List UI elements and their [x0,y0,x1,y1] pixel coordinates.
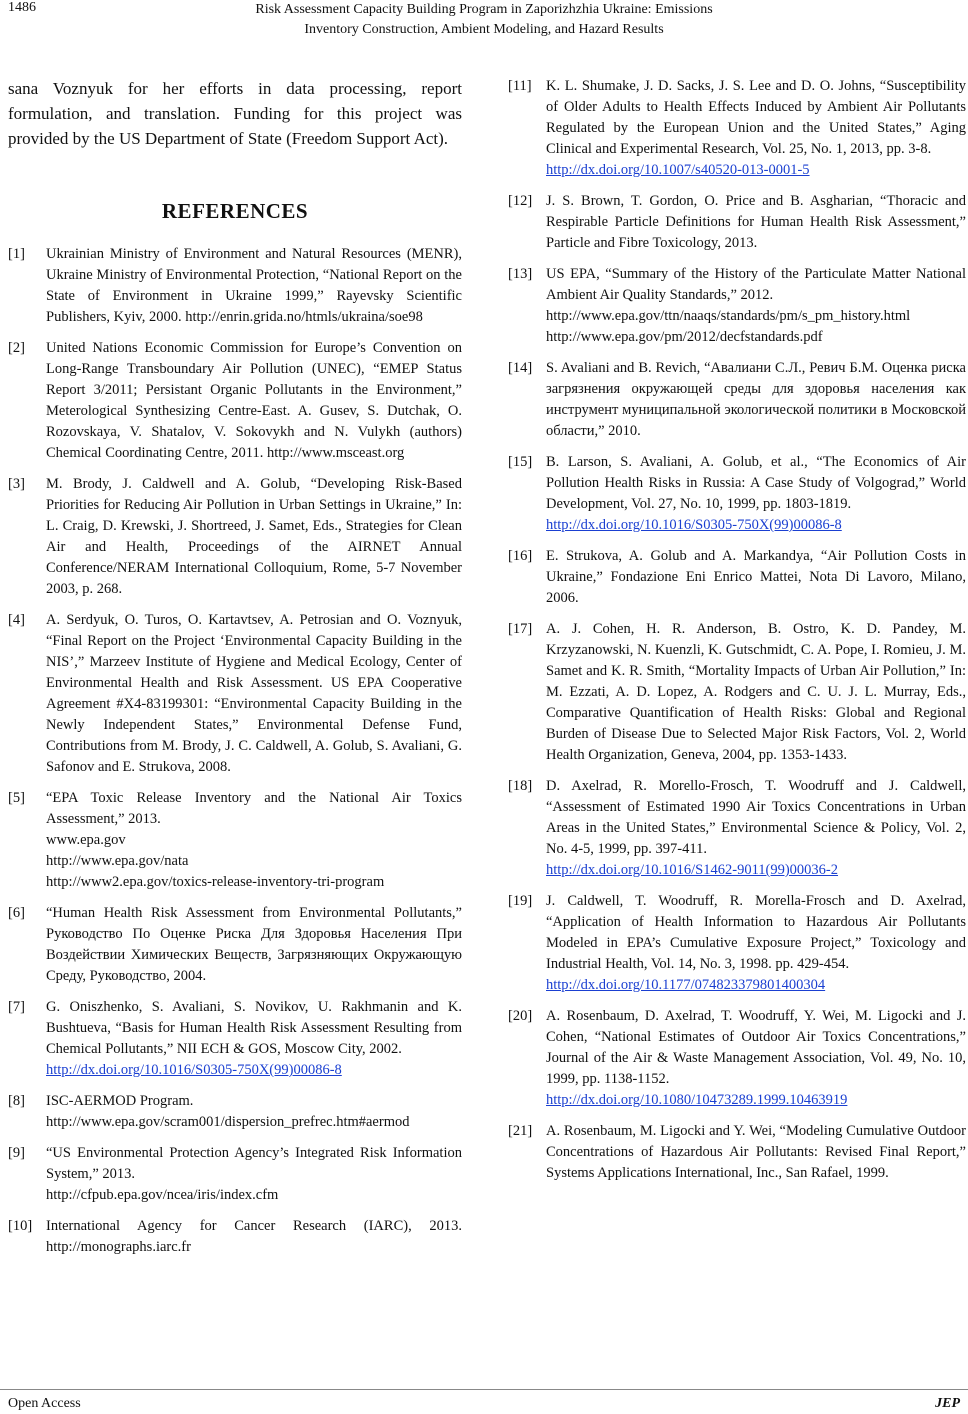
reference-text: http://www.epa.gov/scram001/dispersion_prefrec.htm#aermod [46,1114,410,1130]
reference-number: [9] [8,1145,25,1161]
reference-item [8,338,462,464]
reference-number: [2] [8,340,25,356]
doi-link[interactable]: http://dx.doi.org/10.1080/10473289.1999.10463919 [546,1092,848,1108]
reference-number: [3] [8,476,25,492]
references-list-right [508,76,966,1184]
doi-link[interactable]: http://dx.doi.org/10.1016/S0305-750X(99)00086-8 [46,1062,342,1078]
reference-item [508,619,966,766]
reference-body [46,244,462,328]
reference-text: http://www.epa.gov/ttn/naaqs/standards/pm/s_pm_history.html [546,308,911,324]
reference-text: International Agency for Cancer Research (IARC), 2013. http://monographs.iarc.fr [46,1218,462,1255]
doi-link[interactable]: http://dx.doi.org/10.1007/s40520-013-0001-5 [546,162,810,178]
header-line-2: Inventory Construction, Ambient Modeling, and Hazard Results [304,22,664,37]
doi-link[interactable]: http://dx.doi.org/10.1016/S0305-750X(99)00086-8 [546,517,842,533]
reference-text: A. J. Cohen, H. R. Anderson, B. Ostro, K. D. Pandey, M. Krzyzanowski, N. Kuenzli, K. Gutschmidt, C. A. Pope, I. Romieu, J. M. Samet and K. R. Smith, “Mortality Impacts of Urban Air Pollution,” In: M. Ezzati, A. D. Lopez, A. Rodgers and C. U. J. L. Murray, Eds., Comparative Quantification of Health Risks: Global and Regional Burden of Disease Due to Selected Major Risk Factors, Vol. 2, World Health Organization, Geneva, 2004, pp. 1353-1433. [546,621,966,763]
reference-body [546,358,966,442]
reference-text: “EPA Toxic Release Inventory and the National Air Toxics Assessment,” 2013. [46,790,462,827]
reference-number: [5] [8,790,25,806]
reference-body [46,1216,462,1258]
reference-text: S. Avaliani and B. Revich, “Авалиани С.Л., Ревич Б.М. Оценка риска загрязнения окружающей среды для здоровья населения как инструмент муниципальной экологической политики в Московской области,” 2010. [546,360,966,439]
reference-number: [21] [508,1123,533,1139]
reference-body [546,776,966,881]
reference-text: K. L. Shumake, J. D. Sacks, J. S. Lee and D. O. Johns, “Susceptibility of Older Adults to Health Effects Induced by Ambient Air Pollutants Regulated by the European Union and the United States,” Aging Clinical and Experimental Research, Vol. 25, No. 1, 2013, pp. 3-8. [546,78,966,157]
reference-body [546,76,966,181]
reference-body [546,891,966,996]
reference-text: J. Caldwell, T. Woodruff, R. Morella-Frosch and D. Axelrad, “Application of Health Information to Hazardous Air Pollutants Modeled in EPA’s Cumulative Exposure Project,” Toxicology and Industrial Health, Vol. 14, No. 3, 1998. pp. 429-454. [546,893,966,972]
reference-body [46,1091,462,1133]
acknowledgement-text: sana Voznyuk for her efforts in data processing, report formulation, and translation. Funding for this project was provided by the US Department of State (Freedom Support Act). [8,79,462,148]
reference-body [46,610,462,778]
reference-text: “US Environmental Protection Agency’s Integrated Risk Information System,” 2013. [46,1145,462,1182]
reference-body [46,1143,462,1206]
reference-number: [16] [508,548,533,564]
reference-item [508,776,966,881]
footer-journal: JEP [935,1396,960,1411]
reference-body [546,264,966,348]
reference-body [46,788,462,893]
reference-item [8,1143,462,1206]
reference-text: http://cfpub.epa.gov/ncea/iris/index.cfm [46,1187,279,1203]
reference-item [508,452,966,536]
references-heading: REFERENCES [161,199,309,223]
reference-number: [17] [508,621,533,637]
reference-number: [7] [8,999,25,1015]
reference-body [546,1006,966,1111]
reference-text: http://www.epa.gov/pm/2012/decfstandards.pdf [546,329,823,345]
reference-body [546,619,966,766]
reference-number: [1] [8,246,25,262]
reference-item [8,1091,462,1133]
reference-body [546,191,966,254]
footer-open-access: Open Access [8,1396,81,1411]
running-header [0,0,968,40]
reference-text: A. Rosenbaum, M. Ligocki and Y. Wei, “Modeling Cumulative Outdoor Concentrations of Hazardous Air Pollutants: Revised Final Report,” Systems Applications International, Inc., San Rafael, 1999. [546,1123,966,1181]
reference-body [46,338,462,464]
reference-item [508,1121,966,1184]
reference-text: M. Brody, J. Caldwell and A. Golub, “Developing Risk-Based Priorities for Reducing Air Pollution in Urban Settings in Ukraine,” In: L. Craig, D. Krewski, J. Shortreed, J. Samet, Eds., Strategies for Clean Air and Health, Proceedings of the AIRNET Annual Conference/NERAM International Colloquium, Rome, 5-7 November 2003, p. 268. [46,476,462,597]
reference-body [46,997,462,1081]
reference-item [508,891,966,996]
reference-number: [19] [508,893,533,909]
reference-item [508,358,966,442]
doi-link[interactable]: http://dx.doi.org/10.1016/S1462-9011(99)00036-2 [546,862,839,878]
reference-text: A. Serdyuk, O. Turos, O. Kartavtsev, A. Petrosian and O. Voznyuk, “Final Report on the Project ‘Environmental Capacity Building in the NIS’,” Marzeev Institute of Hygiene and Medical Ecology, Center of Environmental Health and Risk Assessment. US EPA Cooperative Agreement #X4-83199301: “Environmental Capacity Building in the Newly Independent States,” Environmental Defense Fund, Contributions from M. Brody, J. C. Caldwell, A. Golub, S. Avaliani, G. Safonov and E. Strukova, 2008. [46,612,462,775]
reference-item [8,997,462,1081]
reference-text: http://www2.epa.gov/toxics-release-inventory-tri-program [46,874,385,890]
doi-link[interactable]: http://dx.doi.org/10.1177/074823379801400304 [546,977,826,993]
reference-item [508,546,966,609]
reference-item [8,1216,462,1258]
reference-number: [12] [508,193,533,209]
header-line-1: Risk Assessment Capacity Building Program in Zaporizhzhia Ukraine: Emissions [255,2,713,17]
reference-text: US EPA, “Summary of the History of the Particulate Matter National Ambient Air Quality Standards,” 2012. [546,266,966,303]
reference-text: B. Larson, S. Avaliani, A. Golub, et al., “The Economics of Air Pollution Health Risks in Russia: A Case Study of Volgograd,” World Development, Vol. 27, No. 10, 1999, pp. 1803-1819. [546,454,966,512]
reference-text: www.epa.gov [46,832,126,848]
reference-number: [11] [508,78,532,94]
reference-number: [20] [508,1008,533,1024]
reference-item [8,903,462,987]
right-column [508,76,966,1194]
footer-rule [0,1389,968,1390]
reference-item [8,610,462,778]
reference-number: [4] [8,612,25,628]
reference-item [8,474,462,600]
reference-item [8,244,462,328]
reference-number: [6] [8,905,25,921]
reference-item [8,788,462,893]
references-list-left [8,244,462,1258]
reference-text: Ukrainian Ministry of Environment and Natural Resources (MENR), Ukraine Ministry of Environmental Protection, “National Report on the State of Environment in Ukraine 1999,” Rayevsky Scientific Publishers, Kyiv, 2000. http://enrin.grida.no/htmls/ukraina/soe98 [46,246,462,325]
reference-body [46,474,462,600]
reference-number: [15] [508,454,533,470]
reference-body [546,1121,966,1184]
reference-body [546,452,966,536]
reference-body [546,546,966,609]
reference-number: [10] [8,1218,33,1234]
page-number: 1486 [8,0,36,15]
reference-item [508,191,966,254]
reference-text: ISC-AERMOD Program. [46,1093,194,1109]
reference-text: E. Strukova, A. Golub and A. Markandya, “Air Pollution Costs in Ukraine,” Fondazione Eni Enrico Mattei, Nota Di Lavoro, Milano, 2006. [546,548,966,606]
reference-body [46,903,462,987]
reference-text: G. Oniszhenko, S. Avaliani, S. Novikov, U. Rakhmanin and K. Bushtueva, “Basis for Human Health Risk Assessment Resulting from Chemical Pollutants,” NII ECH & GOS, Moscow City, 2002. [46,999,462,1057]
reference-item [508,76,966,181]
left-column [8,76,462,1268]
reference-item [508,264,966,348]
reference-number: [8] [8,1093,25,1109]
reference-text: http://www.epa.gov/nata [46,853,189,869]
reference-text: J. S. Brown, T. Gordon, O. Price and B. Asgharian, “Thoracic and Respirable Particle Definitions for Human Health Risk Assessment,” Particle and Fibre Toxicology, 2013. [546,193,966,251]
reference-text: D. Axelrad, R. Morello-Frosch, T. Woodruff and J. Caldwell, “Assessment of Estimated 1990 Air Toxics Concentrations in Urban Areas in the United States,” Environmental Science & Policy, Vol. 2, No. 4-5, 1999, pp. 397-411. [546,778,966,857]
reference-number: [18] [508,778,533,794]
reference-number: [13] [508,266,533,282]
reference-text: United Nations Economic Commission for Europe’s Convention on Long-Range Transboundary Air Pollution (UNEC), “EMEP Status Report 3/2011; Persistant Organic Pollutants in the Environment,” Meterological Synthesizing Centre-East. A. Gusev, S. Dutchak, O. Rozovskaya, V. Shatalov, V. Sokovykh and N. Vulykh (authors) Chemical Coordinating Centre, 2011. http://www.msceast.org [46,340,462,461]
reference-number: [14] [508,360,533,376]
reference-text: “Human Health Risk Assessment from Environmental Pollutants,” Руководство По Оценке Риска Для Здоровья Населения При Воздействии Химических Веществ, Загрязняющих Окружающую Среду, Руководство, 2004. [46,905,462,984]
reference-text: A. Rosenbaum, D. Axelrad, T. Woodruff, Y. Wei, M. Ligocki and J. Cohen, “National Estimates of Outdoor Air Toxics Concentrations,” Journal of the Air & Waste Management Association, Vol. 49, No. 10, 1999, pp. 1138-1152. [546,1008,966,1087]
reference-item [508,1006,966,1111]
